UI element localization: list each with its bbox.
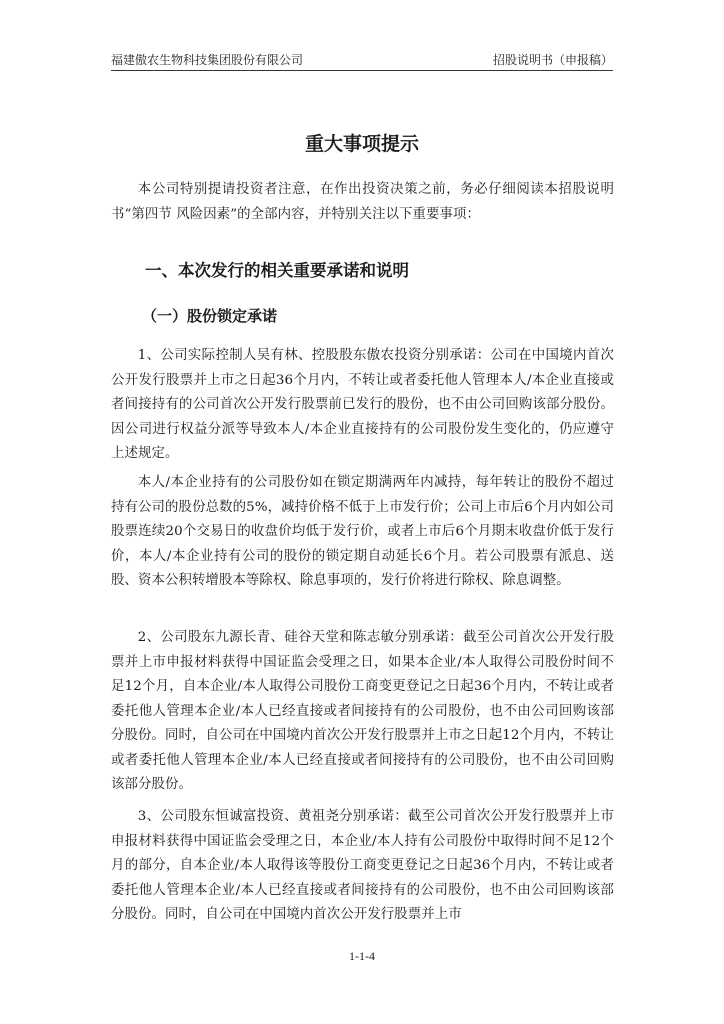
body-paragraph-3: 2、公司股东九源长青、硅谷天堂和陈志敏分别承诺：截至公司首次公开发行股票并上市申报材料获得中国证监会受理之日，如果本企业/本人取得公司股份时间不足12个月，自本企业/本人取得公司股份工商变更登记之日起36个月内，不转让或者委托他人管理本企业/本人已经直接或者间接持有的公司股份，也不由公司回购该部分股份。同时，自公司在中国境内首次公开发行股票并上市之日起12个月内，不转让或者委托他人管理本企业/本人已经直接或者间接持有的公司股份，也不由公司回购该部分股份。 (111, 630, 614, 792)
subsection-heading-1: （一）股份锁定承诺 (142, 307, 278, 325)
body-paragraph-1: 1、公司实际控制人吴有林、控股股东傲农投资分别承诺：公司在中国境内首次公开发行股票并上市之日起36个月内，不转让或者委托他人管理本人/本企业直接或者间接持有的公司首次公开发行股票前已发行的股份，也不由公司回购该部分股份。因公司进行权益分派等导致本人/本企业直接持有的公司股份发生变化的，仍应遵守上述规定。 (111, 348, 614, 461)
page-number: 1-1-4 (349, 949, 375, 963)
header-divider (111, 70, 613, 71)
intro-paragraph: 本公司特别提请投资者注意，在作出投资决策之前，务必仔细阅读本招股说明书“第四节 风险因素”的全部内容，并特别关注以下重要事项： (111, 182, 614, 222)
body-paragraph-2: 本人/本企业持有的公司股份如在锁定期满两年内减持，每年转让的股份不超过持有公司的股份总数的5%，减持价格不低于上市发行价；公司上市后6个月内如公司股票连续20个交易日的收盘价均低于发行价，或者上市后6个月期末收盘价低于发行价，本人/本企业持有公司的股份的锁定期自动延长6个月。若公司股票有派息、送股、资本公积转增股本等除权、除息事项的，发行价将进行除权、除息调整。 (111, 475, 614, 588)
page-title: 重大事项提示 (304, 133, 419, 155)
page-header (111, 52, 613, 70)
body-paragraph-4: 3、公司股东恒诚富投资、黄祖尧分别承诺：截至公司首次公开发行股票并上市申报材料获得中国证监会受理之日，本企业/本人持有公司股份中取得时间不足12个月的部分，自本企业/本人取得该等股份工商变更登记之日起36个月内，不转让或者委托他人管理本企业/本人已经直接或者间接持有的公司股份，也不由公司回购该部分股份。同时，自公司在中国境内首次公开发行股票并上市 (111, 809, 614, 922)
header-company-name: 福建傲农生物科技集团股份有限公司 (111, 53, 304, 67)
section-heading-1: 一、本次发行的相关重要承诺和说明 (145, 261, 409, 280)
header-document-type: 招股说明书（申报稿） (492, 53, 613, 67)
